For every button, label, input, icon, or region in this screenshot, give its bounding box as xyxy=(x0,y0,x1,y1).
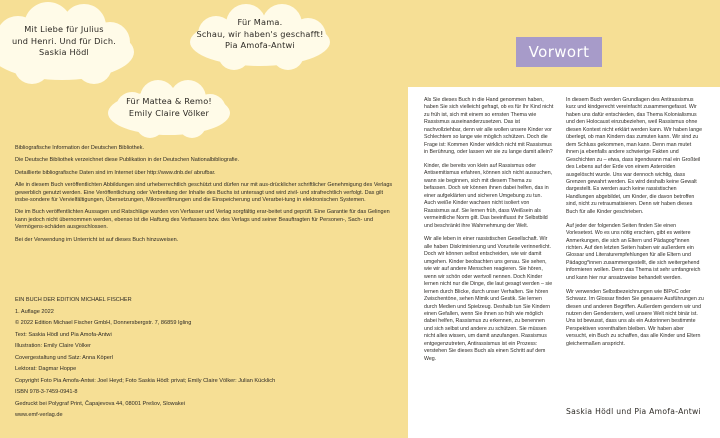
dedication-line: Saskia Hödl xyxy=(39,47,89,57)
foreword-paragraph: In diesem Buch werden Grundlagen des Antirassismus kurz und kindgerecht vereinfacht zusammengefasst. Wir haben uns dafür entschieden, das Thema Kolonialismus und den Holocaust einzubeziehen, weil Rassismus ohne diesen Kontext nicht erklärt werden kann. Wir haben lange überlegt, ob man Kindern das zumuten kann. Wir sind zu dem Schluss gekommen, man kann. Denn man mutet ihnen ja ebenfalls andere schwierige Fakten und Geschichten zu – etwa, dass irgendwann mal ein Großteil des Lebens auf der Erde von einem Asteroiden ausgelöscht wurde. Uns war dennoch wichtig, dass Grenzen gewahrt werden. Es wird deshalb keine Gewalt dargestellt. Es werden auch keine rassistischen Handlungen abgebildet, um Kinder, die davon betroffen sind, nicht zu retraumatisieren. Denn wir haben dieses Buch für alle Kinder geschrieben. xyxy=(566,97,702,215)
dedication-line: Emily Claire Völker xyxy=(128,107,210,118)
imprint-legal xyxy=(15,145,393,249)
dedication-line: und Henri. Und für Dich. xyxy=(11,35,117,46)
credit-line: Gedruckt bei Polygraf Print, Čapajevova 44, 08001 Prešov, Slowakei xyxy=(15,400,185,407)
imprint-paragraph: Die im Buch veröffentlichten Aussagen und Ratschläge wurden von Verfasser und Verlag sorgfältig erar-beitet und geprüft. Eine Garantie für das Gelingen kann jedoch nicht übernommen werden, ebenso ist die Haftung des Verfassers bzw. des Verlags und seiner Beauftragten für Personen-, Sach- und Vermögens-schäden ausgeschlossen. xyxy=(15,209,390,231)
credit-line: Covergestaltung und Satz: Anna Köperl xyxy=(15,354,113,361)
dedication-line: Pia Amofa-Antwi xyxy=(225,40,295,50)
foreword-column-left xyxy=(424,97,554,370)
foreword-title: Vorwort xyxy=(516,37,602,67)
credit-line: Illustration: Emily Claire Völker xyxy=(15,343,91,349)
imprint-paragraph: Bibliografische Information der Deutschen Bibliothek. xyxy=(15,145,145,151)
foreword-paragraph: Wir alle leben in einer rassistischen Gesellschaft. Wir alle haben Diskriminierung und Vorurteile verinnerlicht. Doch wir können selbst entscheiden, wie wir damit umgehen. Kinder beobachten uns genau. Sie sehen, wie wir auf andere Menschen reagieren. Sie hören, wenn wir schön oder wertvoll nennen. Doch Kinder lernen nicht nur die Dinge, die laut gesagt werden – sie lernen durch Blicke, durch unser Verhalten. Sie hören Zwischentöne, sehen Mimik und Gestik. Sie lernen durch Medien und Spielzeug. Deshalb tun Sie Kindern einen Gefallen, wenn Sie ihnen so früh wie möglich dabei helfen, Rassismus zu erkennen, zu benennen und sich selbst und andere zu schützen. Sie müssen nicht alles wissen, um damit anzufangen. Rassismus entgegenzutreten, Antirassismus ist ein Prozess: verstehen Sie dieses Buch als einen Schritt auf dem Weg. xyxy=(424,236,553,362)
imprint-paragraph: Alle in diesem Buch veröffentlichten Abbildungen sind urheberrechtlich geschützt und dürfen nur mit aus-drücklicher schriftlicher Genehmigung des Verlags gewerblich genutzt werden. Eine Veröffentlichung oder Verbreitung der Inhalte des Buchs ist untersagt und wird zivil- und strafrechtlich verfolgt. Das gilt insbe-sondere für Vervielfältigungen, Übersetzungen, Mikroverfilmungen und die Einspeicherung und Verarbei-tung in elektronischen Systemen. xyxy=(15,182,393,204)
credit-link[interactable]: www.emf-verlag.de xyxy=(15,412,63,418)
dedication-3 xyxy=(108,96,230,119)
imprint-credits xyxy=(15,295,393,422)
foreword-column-right xyxy=(566,97,704,355)
credit-line: © 2022 Edition Michael Fischer GmbH, Donnersbergstr. 7, 86859 Igling xyxy=(15,320,192,326)
foreword-paragraph: Kinder, die bereits von klein auf Rassismus oder Antisemitismus erfahren, können sich nicht aussuchen, wann sie beginnen, sich mit diesem Thema zu befassen. Doch wir können ihnen dabei helfen, das in einer aufgeklärten und sicheren Umgebung zu tun. Auch weiße Kinder wachsen nicht isoliert von Rassismus auf. Sie lernen früh, dass Weißsein als vermeintliche Norm gilt. Das beeinflusst ihr Selbstbild und beschränkt ihre Wahrnehmung der Welt. xyxy=(424,163,553,229)
foreword-paragraph: Auf jeder der folgenden Seiten finden Sie einen Vorlesetext. Wo es uns nötig erschien, gibt es weitere Anmerkungen, die sich an Eltern und Pädagog*innen richten. Auf den letzten Seiten haben wir außerdem ein Glossar und Literaturempfehlungen für alle Eltern und Pädagog*innen zusammengestellt, die sich weitergehend informieren wollen. Denn das Thema ist sehr umfangreich und kann hier nur ansatzweise behandelt werden. xyxy=(566,222,701,281)
imprint-paragraph: Detaillierte bibliografische Daten sind im Internet über http://www.dnb.de/ abrufbar. xyxy=(15,169,216,176)
dedication-line: Schau, wir haben's geschafft! xyxy=(196,28,324,39)
credit-line: 1. Auflage 2022 xyxy=(15,308,54,315)
dedication-line: Für Mattea & Remo! xyxy=(126,96,212,106)
credit-line: Text: Saskia Hödl und Pia Amofa-Antwi xyxy=(15,331,112,338)
dedication-2 xyxy=(190,17,330,52)
imprint-paragraph: Bei der Verwendung im Unterricht ist auf dieses Buch hinzuweisen. xyxy=(15,236,179,243)
dedication-line: Für Mama. xyxy=(237,17,283,27)
credit-line: ISBN 978-3-7459-0941-8 xyxy=(15,389,78,395)
imprint-paragraph: Die Deutsche Bibliothek verzeichnet diese Publikation in der Deutschen Nationalbibliografie. xyxy=(15,157,240,164)
credit-line: EIN BUCH DER EDITION MICHAEL FISCHER xyxy=(15,297,132,303)
foreword-paragraph: Wir verwenden Selbstbezeichnungen wie BIPoC oder Schwarz. Im Glossar finden Sie genauere Ausführungen zu diesen und anderen Begriffen. Außerdem gendern wir und nutzen den Genderstern, weil unsere Welt nicht binär ist. Uns ist bewusst, dass uns als ein Autorinnen bestimmte Perspektiven vorenthalten bleiben. Wir haben aber versucht, ein Buch zu schaffen, das alle Kinder und Eltern gleichermaßen anspricht. xyxy=(566,288,704,347)
credit-line: Lektorat: Dagmar Hoppe xyxy=(15,366,77,372)
credit-line: Copyright Foto Pia Amofa-Antwi: Joel Heyd; Foto Saskia Hödl: privat; Emily Claire Völker: Julian Kücklich xyxy=(15,377,276,384)
foreword-signature: Saskia Hödl und Pia Amofa-Antwi xyxy=(566,407,701,416)
dedication-line: Mit Liebe für Julius xyxy=(24,24,104,34)
foreword-paragraph: Als Sie dieses Buch in die Hand genommen haben, haben Sie sich vielleicht gefragt, ob es für Ihr Kind nicht zu früh ist, sich mit einem so ernsten Thema wie Rassismus auseinanderzusetzen. Das ist nachvollziehbar, denn wir alle wollen unsere Kinder vor Schlechtem so lange wie möglich schützen. Doch die Frage ist: Kommen Kinder wirklich nicht mit Rassismus in Berührung, oder lassen wir sie zu lange damit allein? xyxy=(424,97,554,156)
dedication-1 xyxy=(2,24,126,59)
